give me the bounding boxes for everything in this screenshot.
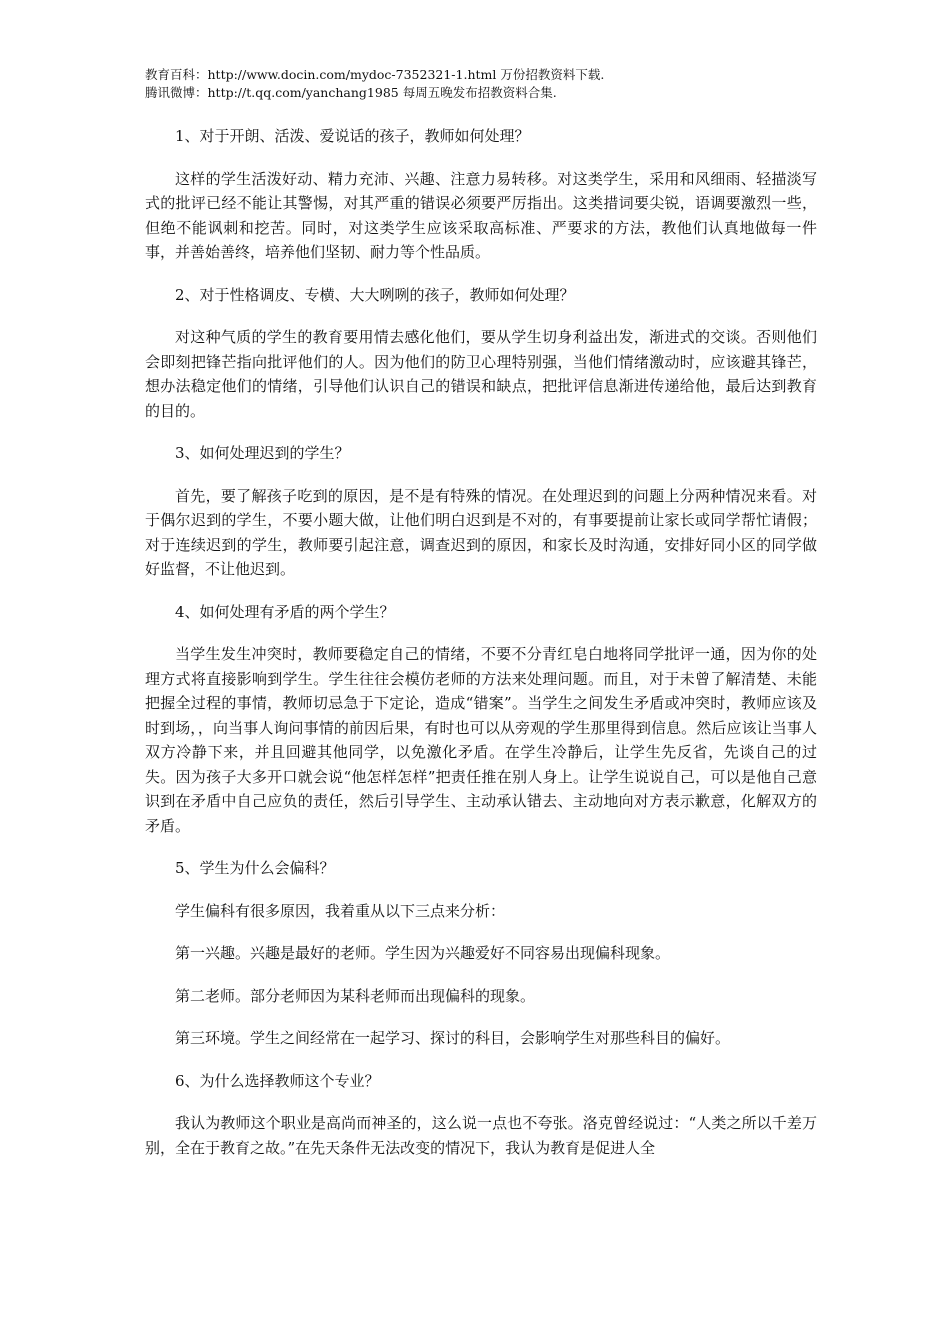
question-heading: 3、如何处理迟到的学生？ — [175, 444, 350, 462]
answer-paragraph: 第二老师。部分老师因为某科老师而出现偏科的现象。 — [175, 986, 536, 1005]
question-heading: 5、学生为什么会偏科？ — [175, 859, 335, 877]
answer-paragraph: 首先，要了解孩子吃到的原因，是不是有特殊的情况。在处理迟到的问题上分两种情况来看。对于偶尔迟到的学生，不要小题大做，让他们明白迟到是不对的，有事要提前让家长或同学帮忙请假；对于连续迟到的学生，教师要引起注意，调查迟到的原因，和家长及时沟通，安排好同小区的同学做好监督，不让他迟到。 — [145, 486, 817, 578]
answer-paragraph: 第三环境。学生之间经常在一起学习、探讨的科目，会影响学生对那些科目的偏好。 — [175, 1029, 731, 1047]
header-line-weibo: 腾讯微博：http://t.qq.com/yanchang1985 每周五晚发布招教资料合集. — [145, 85, 557, 100]
answer-paragraph: 对这种气质的学生的教育要用情去感化他们，要从学生切身利益出发，渐进式的交谈。否则他们会即刻把锋芒指向批评他们的人。因为他们的防卫心理特别强，当他们情绪激动时，应该避其锋芒，想办法稳定他们的情绪，引导他们认识自己的错误和缺点，把批评信息渐进传递给他，最后达到教育的目的。 — [145, 328, 817, 420]
header-line-docin: 教育百科：http://www.docin.com/mydoc-7352321-1.html 万份招教资料下载. — [145, 67, 605, 82]
question-heading: 2、对于性格调皮、专横、大大咧咧的孩子，教师如何处理？ — [175, 285, 575, 304]
document-body — [145, 124, 817, 1178]
answer-paragraph: 我认为教师这个职业是高尚而神圣的，这么说一点也不夸张。洛克曾经说过：“人类之所以千差万别，全在于教育之故。”在先天条件无法改变的情况下，我认为教育是促进人全 — [145, 1114, 817, 1157]
answer-paragraph: 这样的学生活泼好动、精力充沛、兴趣、注意力易转移。对这类学生，采用和风细雨、轻描淡写式的批评已经不能让其警惕，对其严重的错误必须要严厉指出。这类措词要尖锐，语调要激烈一些，但绝不能讽刺和挖苦。同时，对这类学生应该采取高标准、严要求的方法，教他们认真地做每一件事，并善始善终，培养他们坚韧、耐力等个性品质。 — [145, 169, 817, 261]
question-heading: 1、对于开朗、活泼、爱说话的孩子，教师如何处理？ — [175, 127, 530, 145]
answer-paragraph: 第一兴趣。兴趣是最好的老师。学生因为兴趣爱好不同容易出现偏科现象。 — [175, 944, 671, 962]
question-heading: 4、如何处理有矛盾的两个学生？ — [175, 602, 395, 621]
answer-paragraph: 学生偏科有很多原因，我着重从以下三点来分析： — [175, 901, 506, 920]
question-heading: 6、为什么选择教师这个专业？ — [175, 1071, 380, 1090]
page-header — [145, 66, 865, 102]
answer-paragraph: 当学生发生冲突时，教师要稳定自己的情绪，不要不分青红皂白地将同学批评一通，因为你的处理方式将直接影响到学生。学生往往会模仿老师的方法来处理问题。而且，对于未曾了解清楚、未能把握全过程的事情，教师切忌急于下定论，造成“错案”。当学生之间发生矛盾或冲突时，教师应该及时到场，，向当事人询问事情的前因后果，有时也可以从旁观的学生那里得到信息。然后应该让当事人双方冷静下来，并且回避其他同学，以免激化矛盾。在学生冷静后，让学生先反省，先谈自己的过失。因为孩子大多开口就会说“他怎样怎样”把责任推在别人身上。让学生说说自己，可以是他自己意识到在矛盾中自己应负的责任，然后引导学生、主动承认错去、主动地向对方表示歉意，化解双方的矛盾。 — [145, 645, 817, 835]
